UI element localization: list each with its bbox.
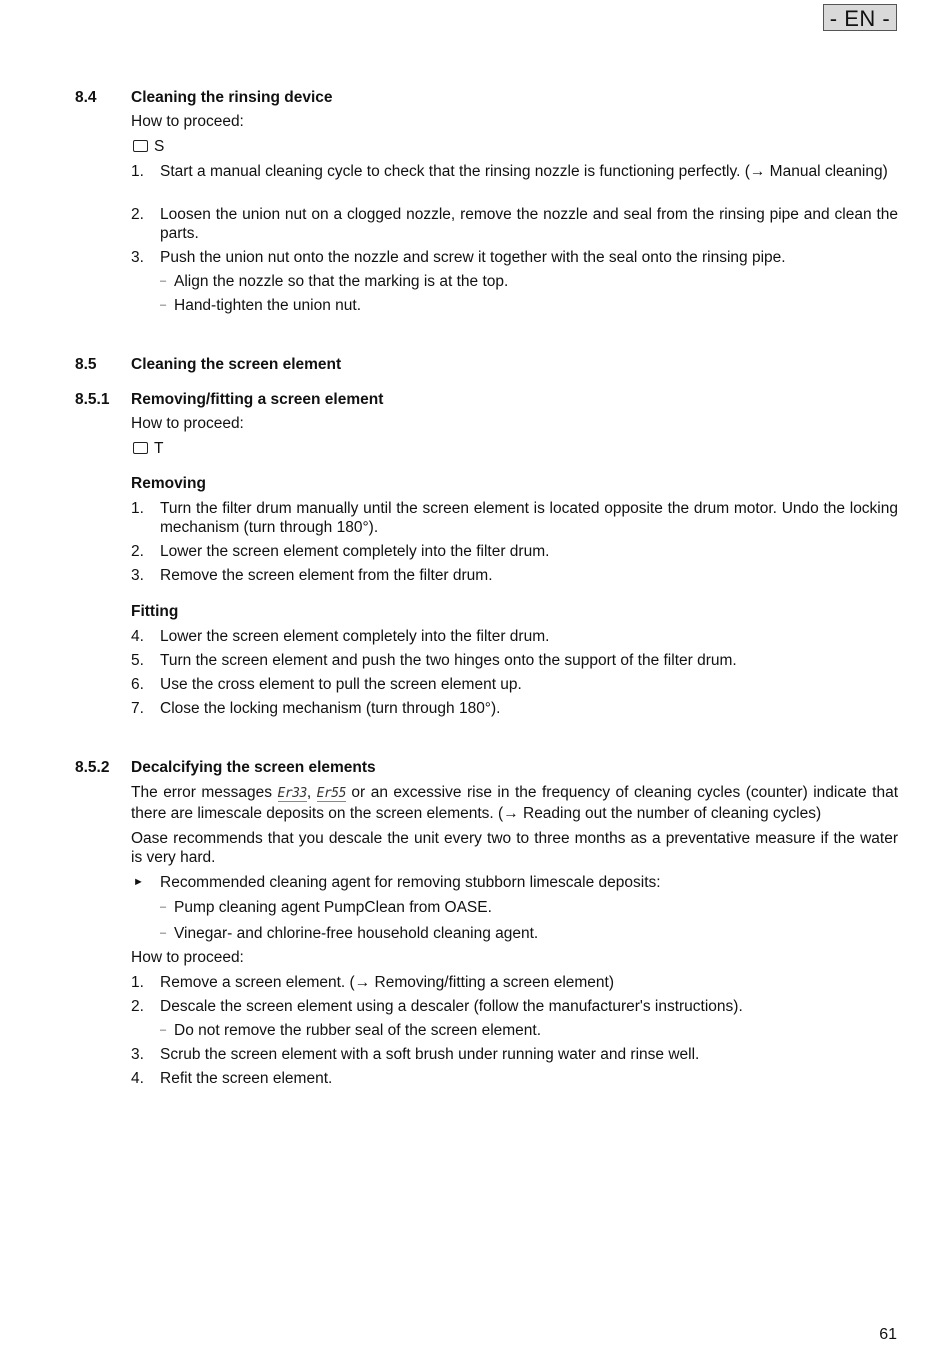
step-text: Lower the screen element completely into the filter drum. [160, 628, 550, 645]
section-title: Cleaning the rinsing device [131, 89, 333, 106]
section-title: Decalcifying the screen elements [131, 759, 376, 776]
step-number: 4. [131, 628, 144, 645]
dash-icon: – [160, 927, 167, 939]
step-number: 1. [131, 974, 144, 991]
step-text: Remove a screen element. (→ Removing/fitting a screen element) [160, 974, 615, 991]
dash-icon: – [160, 275, 167, 287]
how-to-proceed: How to proceed: [131, 415, 244, 432]
language-tag: - EN - [823, 4, 897, 31]
checkbox-item [133, 137, 164, 156]
how-to-proceed: How to proceed: [131, 949, 244, 966]
dash-text: Hand-tighten the union nut. [174, 297, 361, 314]
dash-icon: – [160, 1024, 167, 1036]
step-text: Push the union nut onto the nozzle and screw it together with the seal onto the rinsing pipe. [160, 249, 786, 266]
dash-item [160, 898, 898, 917]
step-number: 2. [131, 206, 144, 223]
step-text: Close the locking mechanism (turn through 180°). [160, 700, 501, 717]
step-number: 1. [131, 500, 144, 517]
step-number: 3. [131, 1046, 144, 1063]
list-item [131, 566, 898, 585]
paragraph-recommendation: Oase recommends that you descale the unit every two to three months as a preventative measure if the water is very hard. [131, 830, 898, 866]
checkbox-item [133, 439, 163, 458]
dash-item [160, 296, 898, 315]
subheading-fitting: Fitting [131, 603, 179, 620]
error-code: Er33 [277, 786, 307, 801]
dash-text: Pump cleaning agent PumpClean from OASE. [174, 899, 492, 916]
step-text: Descale the screen element using a descaler (follow the manufacturer's instructions). [160, 998, 743, 1015]
step-text: Start a manual cleaning cycle to check that the rinsing nozzle is functioning perfectly. (→ Manual cleaning) [160, 163, 888, 180]
dash-item [160, 272, 898, 291]
section-number: 8.5 [75, 356, 97, 373]
list-item [131, 997, 898, 1016]
step-text: Use the cross element to pull the screen element up. [160, 676, 522, 693]
list-item [131, 1069, 898, 1088]
list-item [131, 627, 898, 646]
arrow-item [131, 873, 898, 892]
section-title: Cleaning the screen element [131, 356, 342, 373]
list-item [131, 675, 898, 694]
step-number: 2. [131, 543, 144, 560]
section-number: 8.5.2 [75, 759, 110, 776]
list-item [131, 973, 898, 992]
dash-item [160, 1021, 898, 1040]
list-item [131, 699, 898, 718]
step-text: Scrub the screen element with a soft brush under running water and rinse well. [160, 1046, 700, 1063]
dash-icon: – [160, 901, 167, 913]
step-text: Remove the screen element from the filter drum. [160, 567, 493, 584]
dash-text: Align the nozzle so that the marking is at the top. [174, 273, 509, 290]
dash-text: Vinegar- and chlorine-free household cleaning agent. [174, 925, 539, 942]
dash-item [160, 924, 898, 943]
arrow-right-icon: ► [133, 876, 144, 888]
step-number: 3. [131, 567, 144, 584]
list-item [131, 162, 898, 181]
step-text: Lower the screen element completely into the filter drum. [160, 543, 550, 560]
step-number: 1. [131, 163, 144, 180]
list-item [131, 542, 898, 561]
step-text: Refit the screen element. [160, 1070, 333, 1087]
error-code: Er55 [316, 786, 346, 801]
checkbox-label: T [154, 440, 164, 457]
list-item [131, 205, 898, 243]
list-item [131, 1045, 898, 1064]
paragraph-error-messages: The error messages Er33, Er55 or an excessive rise in the frequency of cleaning cycles (counter) indicate that there are limescale deposits on the screen elements. (→ Reading out the number of cleaning cycles) [131, 784, 898, 822]
section-number: 8.4 [75, 89, 97, 106]
step-number: 6. [131, 676, 144, 693]
step-number: 5. [131, 652, 144, 669]
section-title: Removing/fitting a screen element [131, 391, 384, 408]
list-item [131, 651, 898, 670]
how-to-proceed: How to proceed: [131, 113, 244, 130]
step-number: 3. [131, 249, 144, 266]
step-number: 2. [131, 998, 144, 1015]
step-text: Turn the filter drum manually until the screen element is located opposite the drum motor. Undo the locking mechanism (turn through 180°). [160, 500, 898, 536]
checkbox-icon [133, 442, 148, 454]
step-number: 4. [131, 1070, 144, 1087]
subheading-removing: Removing [131, 475, 206, 492]
step-number: 7. [131, 700, 144, 717]
page-number: 61 [879, 1326, 897, 1343]
checkbox-icon [133, 140, 148, 152]
dash-text: Do not remove the rubber seal of the screen element. [174, 1022, 542, 1039]
list-item [131, 248, 898, 267]
section-number: 8.5.1 [75, 391, 110, 408]
step-text: Loosen the union nut on a clogged nozzle, remove the nozzle and seal from the rinsing pipe and clean the parts. [160, 206, 898, 242]
dash-icon: – [160, 299, 167, 311]
list-item [131, 499, 898, 537]
arrow-text: Recommended cleaning agent for removing stubborn limescale deposits: [160, 874, 661, 891]
step-text: Turn the screen element and push the two hinges onto the support of the filter drum. [160, 652, 737, 669]
checkbox-label: S [154, 138, 165, 155]
